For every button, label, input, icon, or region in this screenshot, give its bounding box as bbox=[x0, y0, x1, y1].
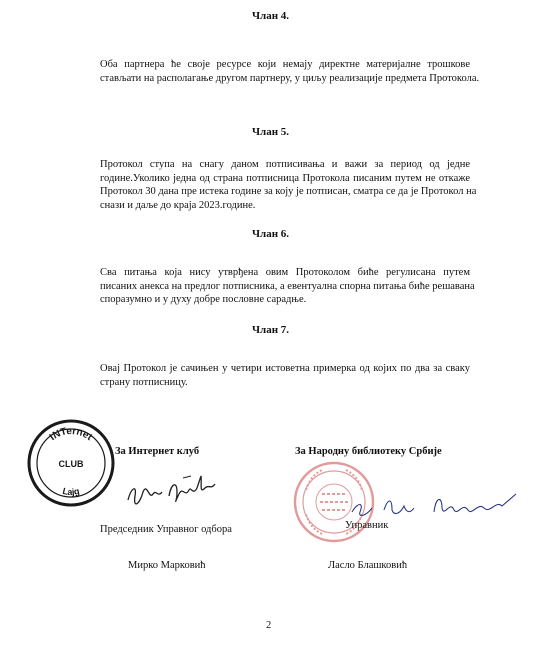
article-5-heading: Члан 5. bbox=[251, 126, 290, 138]
article-7-text bbox=[100, 362, 470, 389]
article-6-line: Сва питања која нису утврђена овим Протоколом биће регулисана путем bbox=[100, 267, 470, 278]
stamp-top-text: INTernet bbox=[47, 425, 95, 443]
article-6-line: споразумно и у духу добре пословне сарадње. bbox=[100, 294, 307, 305]
article-5-line: Протокол ступа на снагу даном потписивања и важи за период од једне bbox=[100, 159, 470, 170]
left-signatory-name: Мирко Марковић bbox=[128, 560, 206, 571]
article-5-line: године.Уколико једна од страна потписница Протокола писаним путем не откаже bbox=[100, 172, 470, 184]
article-5-line: снази и даље до краја 2023.године. bbox=[100, 199, 256, 211]
article-5-line: Протокол 30 дана пре истека године за коју је потписан, сматра се да је Протокол на bbox=[100, 186, 477, 197]
article-6-text bbox=[100, 266, 475, 307]
internet-club-stamp bbox=[26, 418, 116, 508]
article-5-text bbox=[100, 158, 477, 212]
stamp-bottom-text: Lajg bbox=[61, 485, 81, 498]
left-signatory-title: Председник Управног одбора bbox=[100, 524, 232, 535]
national-library-party-label: За Народну библиотеку Србије bbox=[295, 446, 442, 457]
internet-club-party-label: За Интернет клуб bbox=[115, 446, 200, 457]
article-7-line: страну потписницу. bbox=[100, 376, 188, 388]
signature-scribble bbox=[350, 490, 520, 522]
right-handwritten-signature bbox=[350, 490, 520, 522]
signature-scribble bbox=[125, 470, 220, 512]
page-number: 2 bbox=[266, 620, 272, 631]
stamp-graphic bbox=[26, 418, 116, 508]
article-4-heading: Члан 4. bbox=[251, 10, 290, 22]
right-signatory-title: Управник bbox=[345, 520, 389, 531]
left-handwritten-signature bbox=[125, 470, 220, 512]
stamp-mid-text: CLUB bbox=[58, 459, 84, 469]
article-7-line: Овај Протокол је сачињен у четири истоветна примерка од којих по два за сваку bbox=[100, 363, 470, 374]
article-7-heading: Члан 7. bbox=[251, 324, 290, 336]
article-4-line: стављати на располагање другом партнеру, у циљу реализације предмета Протокола. bbox=[100, 72, 480, 84]
article-4-text bbox=[100, 58, 480, 85]
article-6-heading: Члан 6. bbox=[251, 228, 290, 240]
article-6-line: писаних анекса на предлог потписника, а евентуална спорна питања биће решавана bbox=[100, 280, 475, 292]
right-signatory-name: Ласло Блашковић bbox=[328, 560, 408, 571]
article-4-line: Оба партнера ће своје ресурсе који немају директне материјалне трошкове bbox=[100, 59, 470, 70]
